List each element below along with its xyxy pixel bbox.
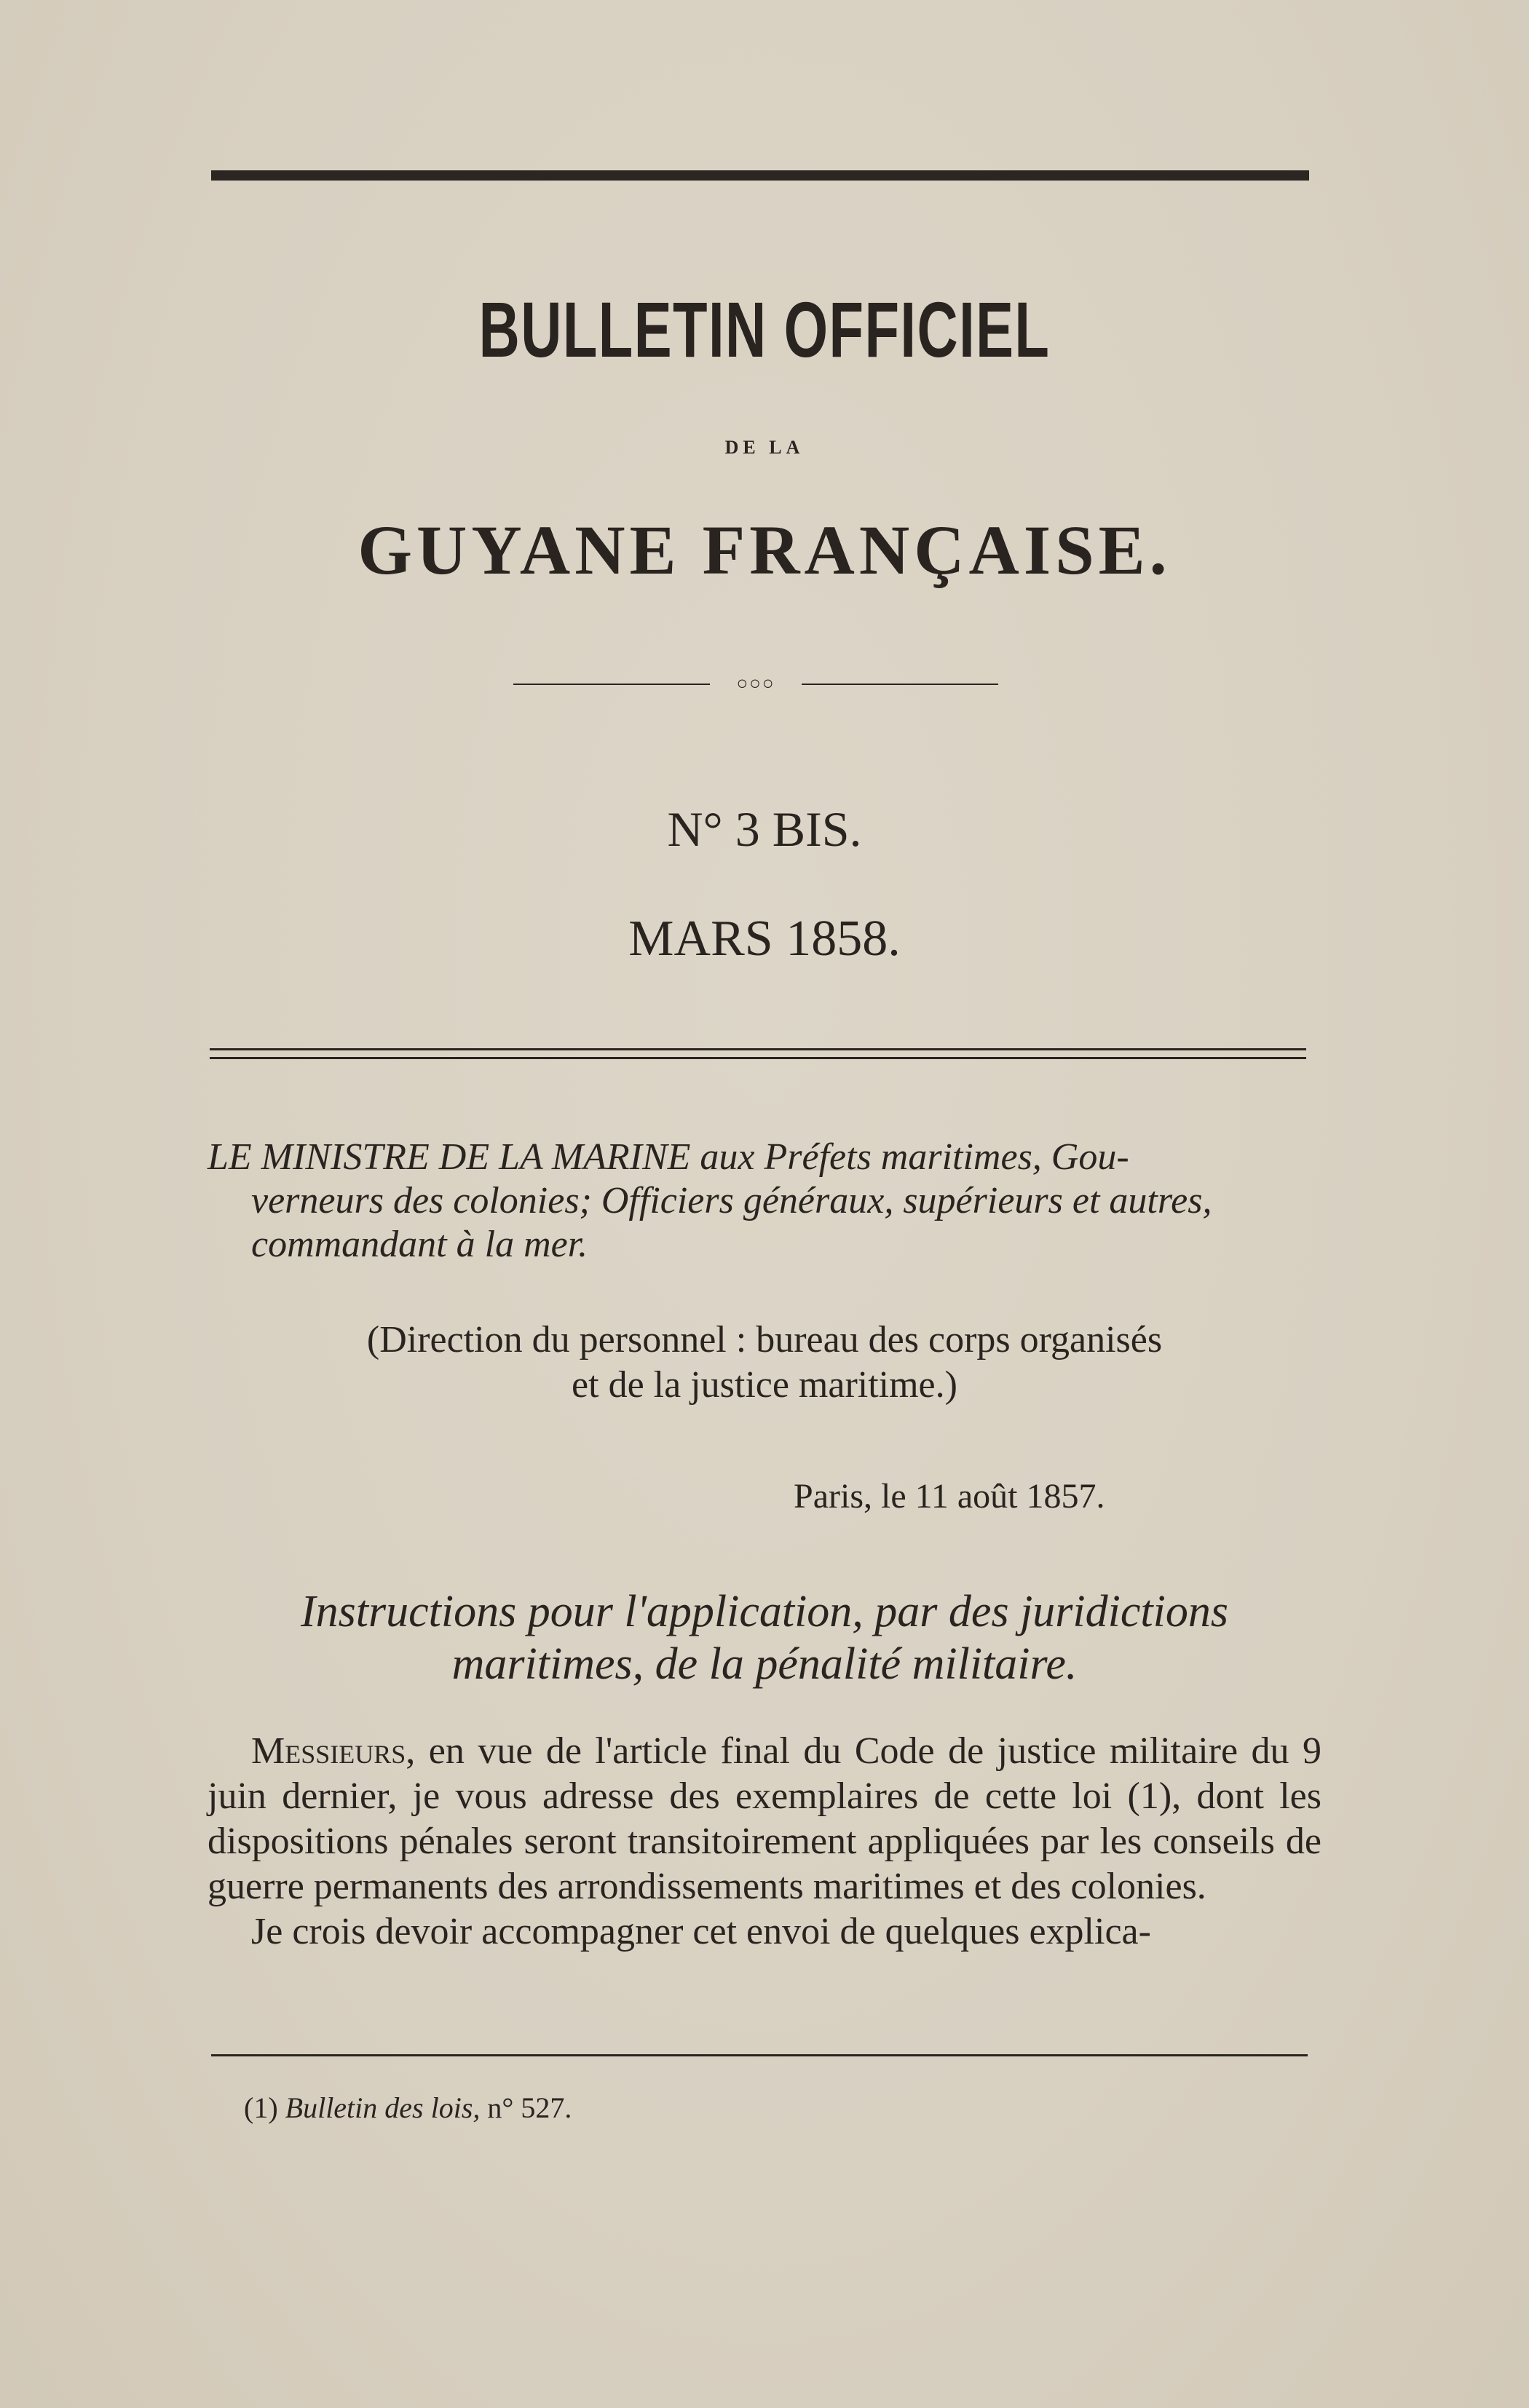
instructions-line-1: Instructions pour l'application, par des juridictions (301, 1587, 1228, 1636)
address-line-2: verneurs des colonies; Officiers généraux, supérieurs et autres, (251, 1180, 1212, 1221)
footnote-ref: n° 527. (487, 2091, 572, 2124)
paragraph-1-text: , en vue de l'article final du Code de justice militaire du 9 juin dernier, je vous adresse des exemplaires de cette loi (1), dont les dispositions pénales seront transitoirement appliquées par les conseils de guerre permanents des arrondissements maritimes et des colonies. (208, 1730, 1321, 1907)
footnote (244, 2091, 572, 2125)
address-block (208, 1136, 1321, 1267)
ornament-divider (513, 673, 998, 694)
place-date: Paris, le 11 août 1857. (794, 1477, 1105, 1516)
instructions-line-2: maritimes, de la pénalité militaire. (451, 1639, 1078, 1689)
ornament-glyphs: ○○○ (736, 673, 775, 694)
issue-date: MARS 1858. (628, 911, 901, 967)
department-line-2: et de la justice maritime.) (572, 1364, 957, 1406)
footnote-source: Bulletin des lois, (285, 2091, 481, 2124)
double-rule-top (210, 1048, 1306, 1050)
department-line-1: (Direction du personnel : bureau des corps organisés (366, 1319, 1163, 1361)
title-connector: DE LA (724, 437, 805, 458)
address-line-1: LE MINISTRE DE LA MARINE aux Préfets maritimes, Gou- (208, 1136, 1129, 1178)
bulletin-subtitle: GUYANE FRANÇAISE. (357, 511, 1172, 589)
issue-number: N° 3 BIS. (667, 801, 862, 857)
bulletin-title: BULLETIN OFFICIEL (478, 285, 1051, 373)
address-line-3: commandant à la mer. (251, 1224, 588, 1265)
body-paragraph-1 (208, 1729, 1321, 1909)
body-paragraph-2: Je crois devoir accompagner cet envoi de quelques explica- (251, 1911, 1151, 1952)
double-rule-bottom (210, 1057, 1306, 1059)
salutation: Messieurs (251, 1730, 406, 1772)
department-block (0, 1318, 1529, 1408)
footnote-marker: (1) (244, 2091, 278, 2124)
instructions-heading (0, 1585, 1529, 1690)
footnote-rule (211, 2054, 1308, 2056)
body-text (208, 1729, 1321, 1954)
top-thick-rule (211, 170, 1309, 181)
